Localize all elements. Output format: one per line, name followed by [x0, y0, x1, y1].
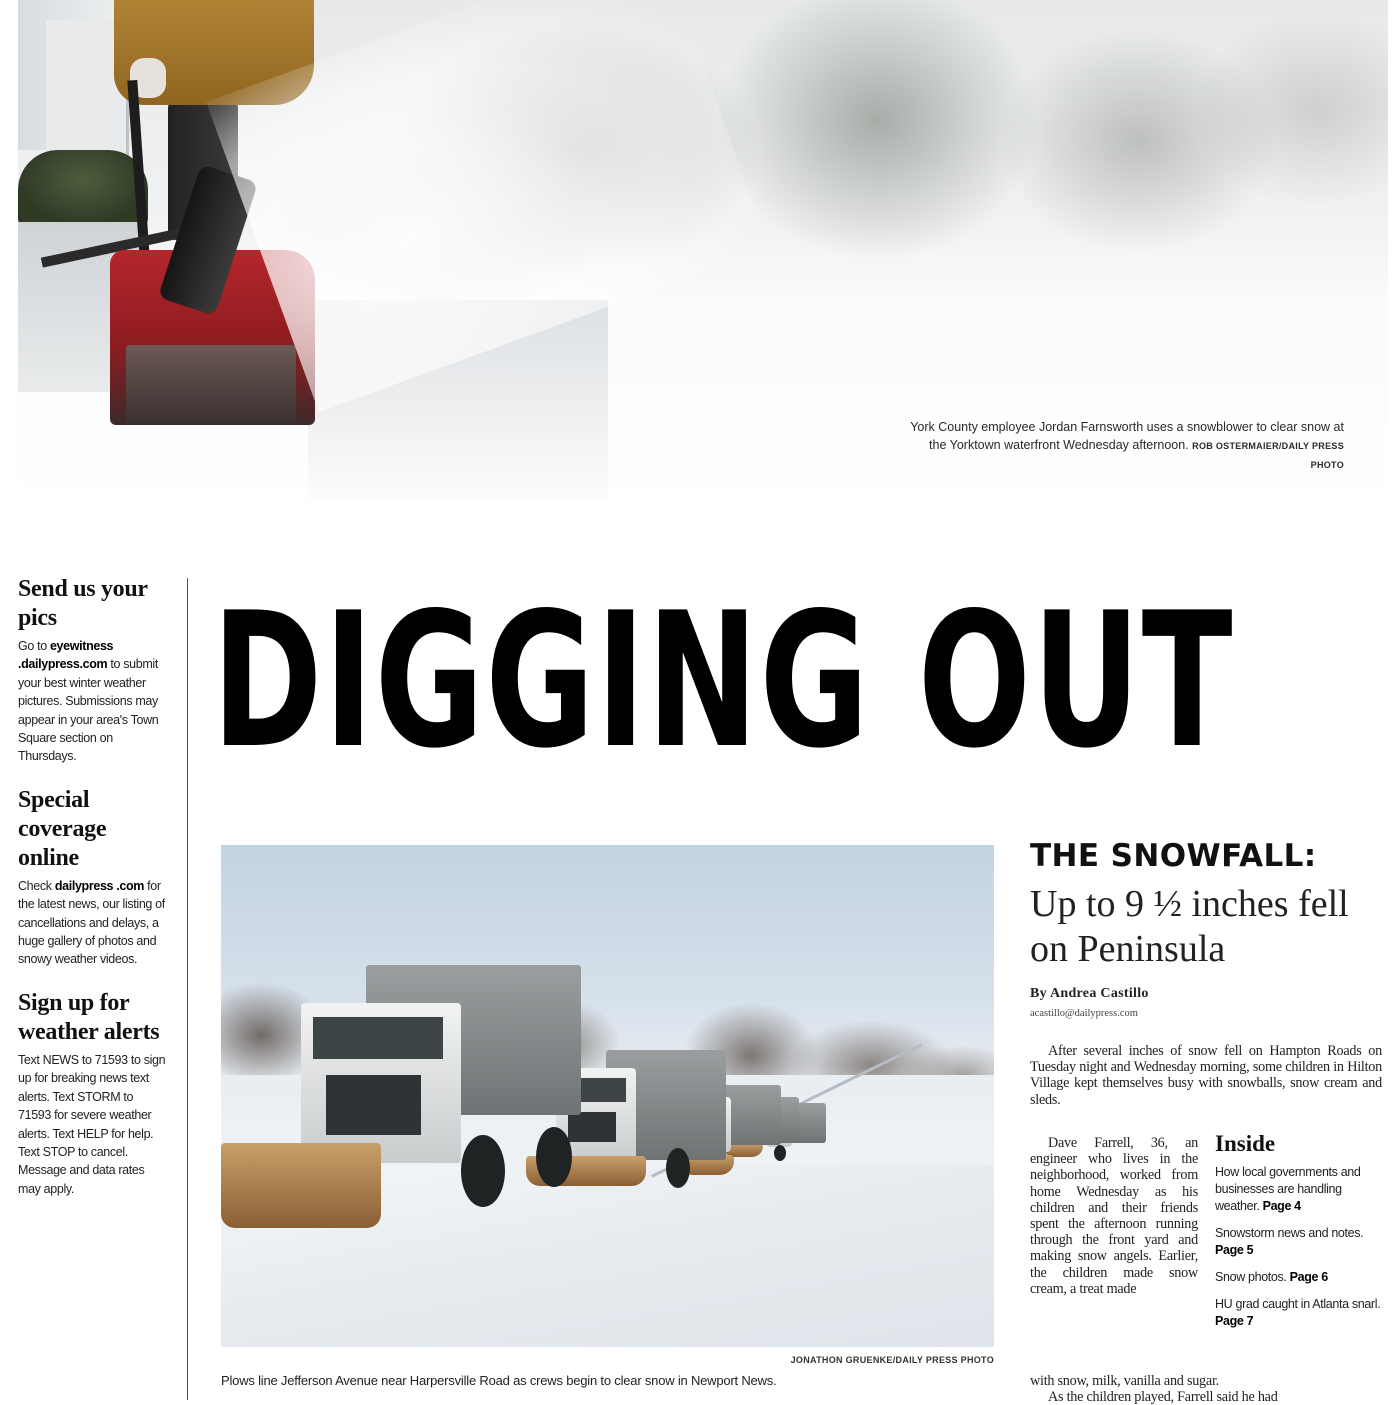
inside-box: [1215, 1130, 1385, 1340]
inside-item-text: Snowstorm news and notes.: [1215, 1226, 1364, 1240]
sidebar-coverage-text: [18, 877, 166, 969]
inside-item-page: Page 6: [1289, 1270, 1328, 1284]
inside-item[interactable]: [1215, 1164, 1385, 1215]
top-photo-caption-text: York County employee Jordan Farnsworth uses a snowblower to clear snow at the Yorktown waterfront Wednesday afternoon.: [910, 420, 1344, 452]
top-photo-credit: ROB OSTERMAIER/DAILY PRESS PHOTO: [1192, 441, 1344, 470]
sidebar-coverage-text-2: for the latest news, our listing of cancellations and delays, a huge gallery of photos and snowy weather videos.: [18, 878, 165, 967]
inside-item-text: How local governments and businesses are handling weather.: [1215, 1165, 1361, 1213]
story-dek: Up to 9 ½ inches fell on Peninsula: [1030, 883, 1349, 970]
story-byline: By Andrea Castillo: [1030, 986, 1149, 1001]
inside-item-page: Page 5: [1215, 1243, 1254, 1257]
main-headline: DIGGING OUT: [212, 572, 1234, 789]
sidebar-pics-text: [18, 637, 166, 766]
inside-item-text: Snow photos.: [1215, 1270, 1290, 1284]
plow-photo-caption: Plows line Jefferson Avenue near Harpersville Road as crews begin to clear snow in Newport News.: [221, 1373, 777, 1388]
inside-item-page: Page 4: [1262, 1199, 1301, 1213]
sidebar-pics: [18, 575, 166, 766]
plow-truck-lead: [281, 965, 581, 1235]
sidebar-coverage-text-1: Check: [18, 878, 55, 893]
sidebar-pics-text-1: Go to: [18, 639, 50, 653]
story-email[interactable]: acastillo@dailypress.com: [1030, 1008, 1138, 1019]
plow-photo-credit: JONATHON GRUENKE/DAILY PRESS PHOTO: [790, 1355, 994, 1365]
inside-item-text: HU grad caught in Atlanta snarl.: [1215, 1297, 1381, 1311]
story-paragraph-2: Dave Farrell, 36, an engineer who lives in the neighborhood, worked from home Wednesday as his children and their friends spent the afternoon running through the front yard and making snow angels. Earlier, the children made snow cream, a treat made: [1030, 1135, 1198, 1297]
eyewitness-link[interactable]: eyewitness .dailypress.com: [18, 639, 114, 672]
plow-truck-middle: [556, 1050, 726, 1200]
inside-item[interactable]: [1215, 1225, 1385, 1259]
sidebar-pics-text-2: to submit your best winter weather pictures. Submissions may appear in your area's Town Square section on Thursdays.: [18, 657, 159, 764]
inside-item-page: Page 7: [1215, 1314, 1254, 1328]
sidebar-alerts-text: Text NEWS to 71593 to sign up for breaking news text alerts. Text STORM to 71593 for severe weather alerts. Text HELP for help. Text STOP to cancel. Message and data rates may apply.: [18, 1052, 166, 1196]
snowblower-auger: [126, 345, 296, 425]
sidebar: [18, 575, 166, 1218]
top-photo: [18, 0, 1388, 505]
hedge: [18, 150, 148, 225]
story-lead-paragraph: After several inches of snow fell on Hampton Roads on Tuesday night and Wednesday morning, some children in Hilton Village kept themselves busy with snowballs, snow cream and sleds.: [1030, 1043, 1382, 1108]
inside-heading: Inside: [1215, 1131, 1276, 1156]
story-paragraph-3: As the children played, Farrell said he had: [1048, 1389, 1278, 1405]
sidebar-alerts: [18, 989, 166, 1198]
sidebar-alerts-heading: Sign up for weather alerts: [18, 989, 160, 1045]
sidebar-coverage: [18, 786, 166, 969]
top-photo-caption: [904, 418, 1344, 474]
plow-photo: [221, 845, 994, 1347]
dailypress-link[interactable]: dailypress .com: [54, 878, 145, 893]
inside-item[interactable]: [1215, 1269, 1385, 1286]
sidebar-pics-heading: Send us your pics: [18, 576, 148, 631]
sidebar-coverage-heading: Special coverage online: [18, 786, 107, 871]
story-paragraph-2-tail: with snow, milk, vanilla and sugar.: [1030, 1373, 1219, 1389]
story-kicker: THE SNOWFALL:: [1030, 838, 1317, 874]
inside-item[interactable]: [1215, 1296, 1385, 1330]
column-divider: [187, 578, 188, 1400]
